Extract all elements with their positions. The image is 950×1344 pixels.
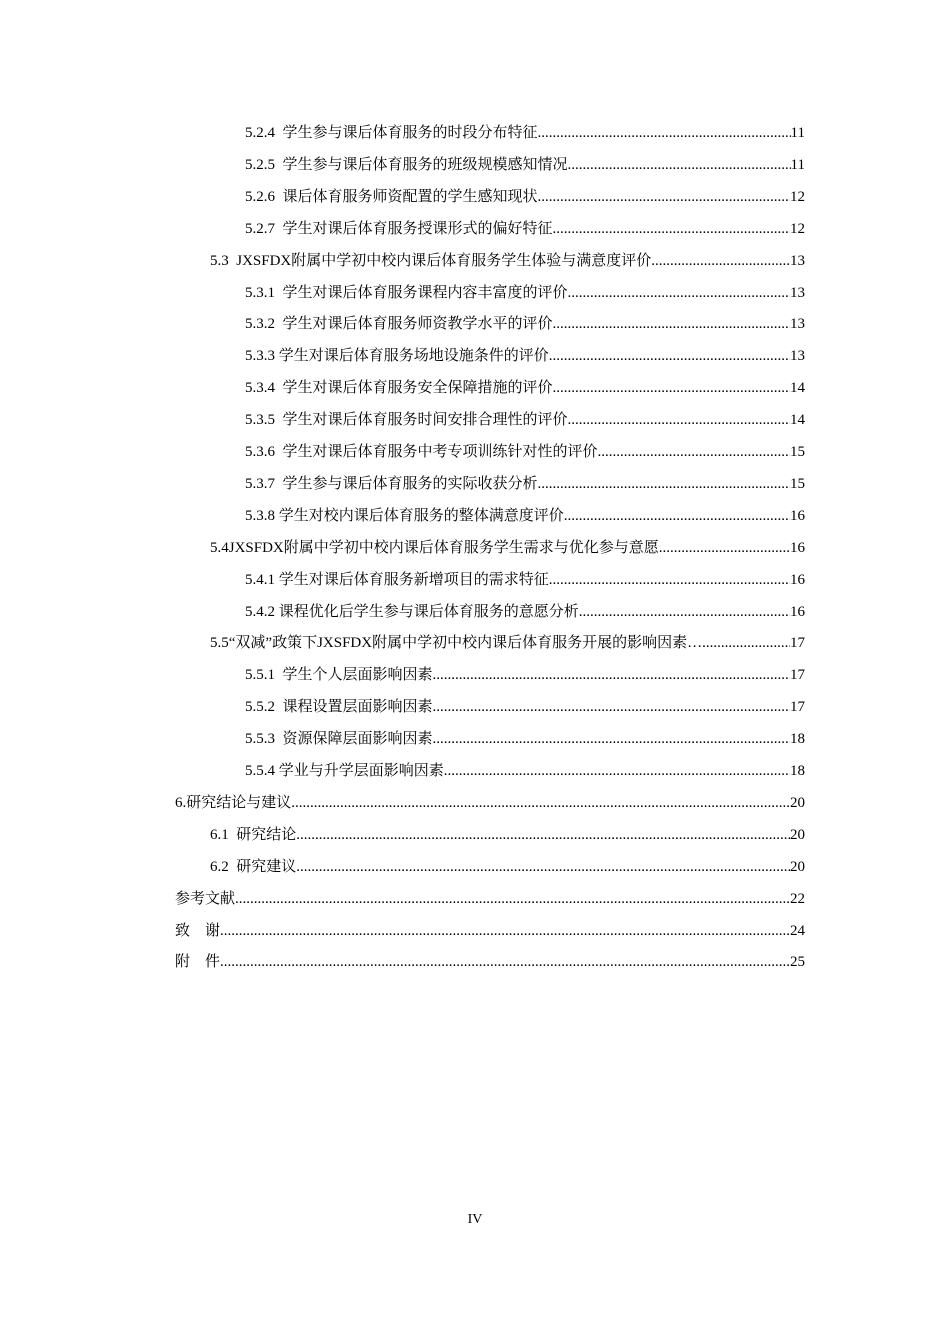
toc-entry-page: 17 [790, 635, 805, 651]
toc-entry[interactable] [245, 725, 805, 749]
toc-entry[interactable] [210, 247, 805, 271]
toc-leader-dots [702, 633, 790, 653]
toc-entry[interactable] [245, 342, 805, 366]
toc-leader-dots [553, 378, 790, 398]
toc-entry-title: 5.5.3 资源保障层面影响因素 [245, 731, 433, 747]
toc-entry-page: 24 [790, 923, 805, 939]
toc-entry-title: 6.研究结论与建议 [175, 795, 292, 811]
toc-leader-dots [549, 346, 790, 366]
toc-entry-title: 参考文献 [175, 891, 236, 907]
toc-entry-page: 18 [790, 763, 805, 779]
toc-entry[interactable] [175, 789, 805, 813]
toc-entry-page: 13 [790, 316, 805, 332]
toc-entry-page: 14 [790, 380, 805, 396]
toc-entry[interactable] [245, 310, 805, 334]
toc-entry-title: 6.2 研究建议 [210, 859, 297, 875]
toc-leader-dots [291, 793, 790, 813]
toc-entry-title: 5.2.7 学生对课后体育服务授课形式的偏好特征 [245, 221, 553, 237]
toc-entry[interactable] [245, 438, 805, 462]
toc-entry[interactable] [245, 693, 805, 717]
toc-leader-dots [296, 825, 790, 845]
toc-entry[interactable] [245, 119, 805, 143]
toc-entry-title: 5.5.1 学生个人层面影响因素 [245, 667, 433, 683]
toc-leader-dots [568, 410, 790, 430]
toc-entry-page: 15 [790, 444, 805, 460]
toc-leader-dots [598, 442, 790, 462]
toc-entry-title: 5.2.4 学生参与课后体育服务的时段分布特征 [245, 125, 538, 141]
toc-entry-title: 6.1 研究结论 [210, 827, 297, 843]
toc-entry-title: 5.4.1 学生对课后体育服务新增项目的需求特征 [245, 572, 549, 588]
toc-entry[interactable] [245, 406, 805, 430]
toc-entry-title: 5.3 JXSFDX附属中学初中校内课后体育服务学生体验与满意度评价 [210, 253, 652, 269]
toc-entry-title: 5.3.2 学生对课后体育服务师资教学水平的评价 [245, 316, 553, 332]
toc-leader-dots [444, 761, 790, 781]
toc-entry-page: 17 [790, 667, 805, 683]
toc-leader-dots [659, 538, 790, 558]
toc-leader-dots [220, 921, 790, 941]
toc-leader-dots [433, 697, 790, 717]
toc-entry[interactable] [245, 374, 805, 398]
toc-leader-dots [538, 474, 790, 494]
toc-entry-page: 11 [790, 157, 805, 173]
toc-leader-dots [568, 155, 791, 175]
toc-leader-dots [538, 187, 790, 207]
toc-entry-title: 5.3.1 学生对课后体育服务课程内容丰富度的评价 [245, 285, 568, 301]
toc-entry[interactable] [175, 917, 805, 941]
toc-leader-dots [651, 251, 790, 271]
toc-entry[interactable] [210, 534, 805, 558]
toc-entry-page: 12 [790, 189, 805, 205]
toc-entry-page: 13 [790, 253, 805, 269]
toc-entry-title: 5.3.8 学生对校内课后体育服务的整体满意度评价 [245, 508, 564, 524]
toc-leader-dots [549, 570, 790, 590]
toc-entry[interactable] [210, 853, 805, 877]
toc-entry[interactable] [245, 215, 805, 239]
toc-entry-page: 16 [790, 540, 805, 556]
toc-entry-title: 5.3.3 学生对课后体育服务场地设施条件的评价 [245, 348, 549, 364]
toc-leader-dots [553, 314, 790, 334]
toc-entry-title: 5.3.7 学生参与课后体育服务的实际收获分析 [245, 476, 538, 492]
toc-entry-page: 13 [790, 348, 805, 364]
toc-leader-dots [235, 889, 790, 909]
toc-entry[interactable] [245, 279, 805, 303]
toc-entry[interactable] [245, 502, 805, 526]
toc-entry-page: 25 [790, 954, 805, 970]
toc-entry[interactable] [175, 948, 805, 972]
toc-entry-title: 5.4JXSFDX附属中学初中校内课后体育服务学生需求与优化参与意愿 [210, 540, 659, 556]
toc-leader-dots [538, 123, 791, 143]
toc-entry-title: 5.3.5 学生对课后体育服务时间安排合理性的评价 [245, 412, 568, 428]
toc-entry[interactable] [245, 183, 805, 207]
toc-entry-page: 16 [790, 572, 805, 588]
toc-entry-page: 20 [790, 827, 805, 843]
toc-entry-title: 5.5.2 课程设置层面影响因素 [245, 699, 433, 715]
toc-entry-page: 16 [790, 508, 805, 524]
toc-leader-dots [568, 283, 790, 303]
toc-leader-dots [433, 729, 790, 749]
toc-entry-page: 11 [790, 125, 805, 141]
toc-entry-page: 13 [790, 285, 805, 301]
toc-entry[interactable] [245, 470, 805, 494]
toc-entry-title: 5.3.4 学生对课后体育服务安全保障措施的评价 [245, 380, 553, 396]
toc-entry-title: 5.5“双减”政策下JXSFDX附属中学初中校内课后体育服务开展的影响因素… [210, 635, 703, 651]
toc-leader-dots [433, 665, 790, 685]
toc-entry-page: 16 [790, 604, 805, 620]
toc-leader-dots [579, 602, 790, 622]
toc-entry-title: 5.3.6 学生对课后体育服务中考专项训练针对性的评价 [245, 444, 598, 460]
toc-entry-page: 22 [790, 891, 805, 907]
toc-entry[interactable] [175, 885, 805, 909]
toc-leader-dots [296, 857, 790, 877]
toc-entry[interactable] [210, 821, 805, 845]
toc-entry-title: 5.4.2 课程优化后学生参与课后体育服务的意愿分析 [245, 604, 579, 620]
toc-entry[interactable] [245, 661, 805, 685]
toc-entry-page: 20 [790, 795, 805, 811]
toc-entry-page: 20 [790, 859, 805, 875]
toc-entry[interactable] [245, 566, 805, 590]
toc-entry-page: 15 [790, 476, 805, 492]
toc-leader-dots [220, 952, 790, 972]
toc-entry-page: 18 [790, 731, 805, 747]
toc-entry-page: 12 [790, 221, 805, 237]
toc-entry-title: 致 谢 [175, 923, 221, 939]
toc-entry-title: 5.5.4 学业与升学层面影响因素 [245, 763, 444, 779]
toc-entry-title: 5.2.5 学生参与课后体育服务的班级规模感知情况 [245, 157, 568, 173]
toc-entry-title: 5.2.6 课后体育服务师资配置的学生感知现状 [245, 189, 538, 205]
toc-leader-dots [564, 506, 790, 526]
toc-leader-dots [553, 219, 790, 239]
page-number: IV [467, 1212, 483, 1227]
toc-entry[interactable] [245, 757, 805, 781]
toc-entry-title: 附 件 [175, 954, 221, 970]
toc-entry-page: 14 [790, 412, 805, 428]
toc-entry[interactable] [245, 151, 805, 175]
toc-entry[interactable] [210, 629, 805, 653]
toc-entry-page: 17 [790, 699, 805, 715]
toc-entry[interactable] [245, 598, 805, 622]
